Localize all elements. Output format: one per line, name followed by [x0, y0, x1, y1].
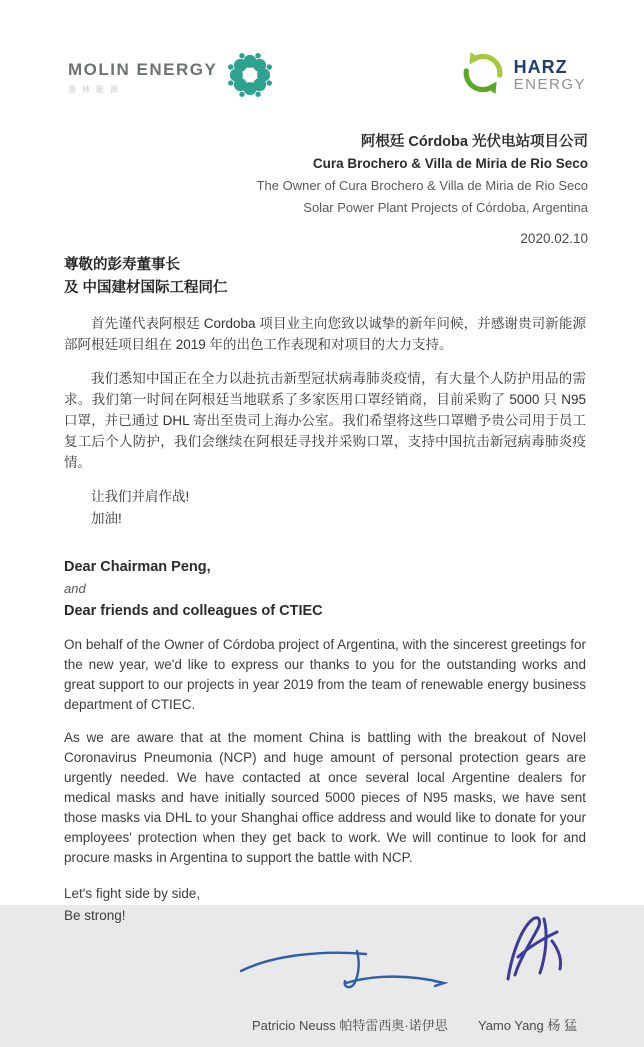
yamo-yang-signature-icon	[492, 913, 572, 990]
slogan-cn	[64, 486, 586, 530]
logo-row	[0, 0, 644, 105]
sender-company-cn: 阿根廷 Córdoba 光伏电站项目公司	[360, 134, 588, 150]
paragraph-en-2: As we are aware that at the moment China is battling with the breakout of Novel Coronavirus Pneumonia (NCP) and huge amount of personal protection gears are urgently needed. We have contacted at once several local Argentine dealers for medical masks and have initially sourced 5000 pieces of N95 masks, we have sent those masks via DHL to your Shanghai office address and would like to donate for your employees' protection when they get back to work. We will continue to look for and procure masks in Argentina to support the battle with NCP.	[64, 730, 586, 865]
slogan-cn-line1: 让我们并肩作战!	[91, 489, 190, 504]
molin-energy-cn-subtitle: 墨林能源	[68, 85, 124, 94]
paragraph-en-1: On behalf of the Owner of Córdoba project of Argentina, with the sincerest greetings for the new year, we'd like to express our thanks to you for the outstanding works and great support to our projects in year 2019 from the team of renewable energy business department of CTIEC.	[64, 637, 586, 712]
molin-gear-ring-icon	[225, 50, 275, 105]
signer-name-left: Patricio Neuss 帕特雷西奥·诺伊思	[252, 1018, 448, 1033]
patricio-neuss-signature-icon	[238, 941, 448, 1006]
harz-energy-logo	[460, 50, 586, 101]
sender-company-en: Cura Brochero & Villa de Miria de Rio Seco	[312, 156, 588, 171]
salutation-cn-line1: 尊敬的彭寿董事长	[64, 257, 180, 273]
sender-block	[0, 131, 644, 219]
salutation-en	[64, 556, 586, 622]
salutation-en-line2: and	[64, 581, 86, 596]
closing-en-line1: Let's fight side by side,	[64, 886, 201, 901]
molin-energy-logo	[68, 50, 275, 105]
letter-body	[0, 254, 644, 927]
harz-circular-arrows-icon	[460, 50, 506, 101]
paragraph-cn-1: 首先谨代表阿根廷 Cordoba 项目业主向您致以诚挚的新年问候，并感谢贵司新能源部阿根廷项目组在 2019 年的出色工作表现和对项目的大力支持。	[64, 316, 586, 352]
sender-owner-line: The Owner of Cura Brochero & Villa de Miria de Rio Seco	[256, 178, 588, 193]
closing-en-line2: Be strong!	[64, 908, 126, 923]
slogan-cn-line2: 加油!	[91, 511, 122, 526]
harz-wordmark: HARZ	[513, 57, 568, 78]
signature-area	[0, 927, 644, 1047]
molin-energy-wordmark: MOLIN ENERGY	[68, 60, 218, 79]
salutation-cn	[64, 254, 586, 300]
harz-energy-wordmark: ENERGY	[513, 76, 586, 94]
signer-name-right: Yamo Yang 杨 猛	[478, 1018, 577, 1033]
sender-project-line: Solar Power Plant Projects of Córdoba, Argentina	[303, 200, 588, 215]
salutation-cn-line2: 及 中国建材国际工程同仁	[64, 280, 228, 296]
letter-date: 2020.02.10	[520, 231, 588, 246]
paragraph-cn-2: 我们悉知中国正在全力以赴抗击新型冠状病毒肺炎疫情，有大量个人防护用品的需求。我们第一时间在阿根廷当地联系了多家医用口罩经销商，目前采购了 5000 只 N95 口罩，并已通过 DHL 寄出至贵司上海办公室。我们希望将这些口罩赠予贵公司用于员工复工后个人防护，我们会继续在阿根廷寻找并采购口罩，支持中国抗击新冠病毒肺炎疫情。	[64, 371, 586, 470]
salutation-en-line1: Dear Chairman Peng,	[64, 559, 211, 575]
salutation-en-line3: Dear friends and colleagues of CTIEC	[64, 603, 323, 619]
